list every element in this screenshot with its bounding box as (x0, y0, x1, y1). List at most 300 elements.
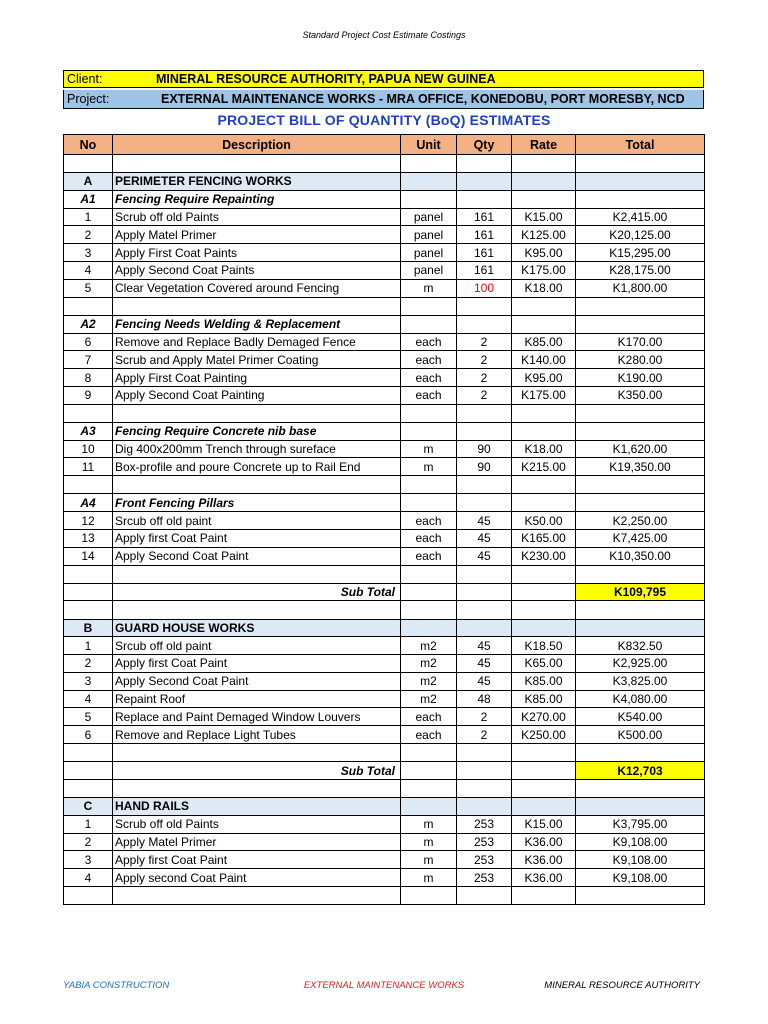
item-rate: K15.00 (512, 208, 576, 226)
item-no: 10 (64, 440, 113, 458)
blank-cell (512, 619, 576, 637)
subtotal-row (64, 762, 705, 780)
item-no: 4 (64, 690, 113, 708)
blank-cell (401, 476, 457, 494)
section-title: HAND RAILS (113, 798, 401, 816)
item-qty: 2 (457, 386, 512, 404)
table-row (64, 351, 705, 369)
item-qty: 161 (457, 244, 512, 262)
blank-cell (576, 798, 705, 816)
subtotal-label: Sub Total (113, 583, 401, 601)
blank-row (64, 476, 705, 494)
subsection-row (64, 315, 705, 333)
blank-cell (457, 315, 512, 333)
subsection-no: A3 (64, 422, 113, 440)
blank-cell (401, 887, 457, 905)
blank-cell (457, 565, 512, 583)
item-total: K190.00 (576, 369, 705, 387)
item-total: K350.00 (576, 386, 705, 404)
item-rate: K85.00 (512, 690, 576, 708)
item-no: 6 (64, 726, 113, 744)
item-description: Remove and Replace Badly Demaged Fence (113, 333, 401, 351)
blank-cell (457, 404, 512, 422)
item-unit: panel (401, 262, 457, 280)
item-qty: 2 (457, 708, 512, 726)
blank-cell (576, 404, 705, 422)
section-title: PERIMETER FENCING WORKS (113, 173, 401, 191)
item-rate: K36.00 (512, 833, 576, 851)
item-total: K9,108.00 (576, 851, 705, 869)
table-row (64, 458, 705, 476)
table-row (64, 726, 705, 744)
item-description: Apply Matel Primer (113, 226, 401, 244)
blank-cell (113, 601, 401, 619)
item-no: 8 (64, 369, 113, 387)
item-rate: K18.00 (512, 440, 576, 458)
blank-cell (113, 887, 401, 905)
blank-cell (457, 601, 512, 619)
item-qty: 253 (457, 869, 512, 887)
item-total: K2,415.00 (576, 208, 705, 226)
item-no: 5 (64, 708, 113, 726)
item-qty: 45 (457, 672, 512, 690)
item-unit: each (401, 512, 457, 530)
item-rate: K140.00 (512, 351, 576, 369)
blank-cell (64, 404, 113, 422)
col-header-unit: Unit (401, 135, 457, 155)
section-no: A (64, 173, 113, 191)
item-qty: 45 (457, 512, 512, 530)
item-description: Replace and Paint Demaged Window Louvers (113, 708, 401, 726)
item-no: 1 (64, 815, 113, 833)
item-qty: 2 (457, 351, 512, 369)
blank-cell (401, 779, 457, 797)
item-description: Remove and Replace Light Tubes (113, 726, 401, 744)
blank-cell (512, 565, 576, 583)
blank-cell (64, 779, 113, 797)
item-rate: K65.00 (512, 655, 576, 673)
footer-company: YABIA CONSTRUCTION (63, 980, 170, 991)
table-row (64, 655, 705, 673)
item-rate: K95.00 (512, 244, 576, 262)
blank-cell (64, 476, 113, 494)
item-rate: K215.00 (512, 458, 576, 476)
blank-cell (457, 887, 512, 905)
item-description: Clear Vegetation Covered around Fencing (113, 279, 401, 297)
col-header-description: Description (113, 135, 401, 155)
item-unit: panel (401, 244, 457, 262)
item-total: K1,620.00 (576, 440, 705, 458)
item-description: Apply Matel Primer (113, 833, 401, 851)
blank-cell (457, 155, 512, 173)
blank-cell (512, 779, 576, 797)
item-total: K3,795.00 (576, 815, 705, 833)
col-header-qty: Qty (457, 135, 512, 155)
blank-cell (401, 798, 457, 816)
item-total: K3,825.00 (576, 672, 705, 690)
item-qty: 161 (457, 262, 512, 280)
table-row (64, 869, 705, 887)
blank-cell (401, 190, 457, 208)
blank-cell (64, 601, 113, 619)
item-unit: each (401, 726, 457, 744)
table-row (64, 708, 705, 726)
item-total: K832.50 (576, 637, 705, 655)
item-qty: 100 (457, 279, 512, 297)
blank-cell (64, 155, 113, 173)
item-no: 4 (64, 262, 113, 280)
item-total: K1,800.00 (576, 279, 705, 297)
item-unit: m (401, 833, 457, 851)
item-description: Apply first Coat Paint (113, 851, 401, 869)
blank-cell (457, 494, 512, 512)
boq-table (63, 134, 705, 905)
blank-cell (512, 762, 576, 780)
item-rate: K175.00 (512, 386, 576, 404)
item-total: K2,925.00 (576, 655, 705, 673)
item-no: 3 (64, 851, 113, 869)
item-unit: m2 (401, 672, 457, 690)
subsection-title: Fencing Needs Welding & Replacement (113, 315, 401, 333)
blank-cell (401, 315, 457, 333)
blank-cell (64, 565, 113, 583)
blank-cell (576, 173, 705, 191)
item-unit: each (401, 547, 457, 565)
table-row (64, 386, 705, 404)
footer-client: MINERAL RESOURCE AUTHORITY (544, 980, 700, 991)
item-qty: 90 (457, 458, 512, 476)
blank-cell (512, 155, 576, 173)
item-unit: each (401, 369, 457, 387)
blank-cell (576, 422, 705, 440)
blank-row (64, 565, 705, 583)
blank-cell (401, 297, 457, 315)
blank-cell (401, 155, 457, 173)
blank-cell (576, 601, 705, 619)
item-rate: K85.00 (512, 333, 576, 351)
table-row (64, 279, 705, 297)
blank-cell (64, 297, 113, 315)
item-total: K20,125.00 (576, 226, 705, 244)
blank-cell (113, 155, 401, 173)
item-total: K28,175.00 (576, 262, 705, 280)
subtotal-label: Sub Total (113, 762, 401, 780)
project-row (63, 90, 704, 109)
item-total: K9,108.00 (576, 833, 705, 851)
item-rate: K95.00 (512, 369, 576, 387)
item-unit: each (401, 351, 457, 369)
table-row (64, 547, 705, 565)
item-no: 2 (64, 833, 113, 851)
item-no: 12 (64, 512, 113, 530)
item-rate: K270.00 (512, 708, 576, 726)
blank-cell (576, 779, 705, 797)
item-description: Apply first Coat Paint (113, 529, 401, 547)
item-no: 7 (64, 351, 113, 369)
blank-cell (401, 762, 457, 780)
subtotal-row (64, 583, 705, 601)
item-qty: 2 (457, 333, 512, 351)
blank-cell (576, 315, 705, 333)
blank-cell (512, 798, 576, 816)
blank-row (64, 887, 705, 905)
blank-cell (576, 565, 705, 583)
section-row (64, 619, 705, 637)
boq-title: PROJECT BILL OF QUANTITY (BoQ) ESTIMATES (217, 112, 551, 128)
blank-cell (113, 565, 401, 583)
item-rate: K250.00 (512, 726, 576, 744)
blank-row (64, 601, 705, 619)
blank-cell (401, 494, 457, 512)
blank-cell (576, 476, 705, 494)
blank-cell (457, 476, 512, 494)
table-row (64, 226, 705, 244)
subsection-no: A4 (64, 494, 113, 512)
item-unit: m (401, 458, 457, 476)
blank-cell (457, 583, 512, 601)
item-qty: 253 (457, 833, 512, 851)
blank-cell (457, 798, 512, 816)
item-total: K280.00 (576, 351, 705, 369)
blank-cell (512, 315, 576, 333)
item-no: 1 (64, 208, 113, 226)
blank-cell (512, 173, 576, 191)
item-unit: m2 (401, 655, 457, 673)
blank-cell (512, 887, 576, 905)
section-row (64, 173, 705, 191)
item-qty: 2 (457, 726, 512, 744)
section-title: GUARD HOUSE WORKS (113, 619, 401, 637)
project-value: EXTERNAL MAINTENANCE WORKS - MRA OFFICE, KONEDOBU, PORT MORESBY, NCD (161, 92, 685, 106)
item-qty: 253 (457, 815, 512, 833)
blank-cell (457, 422, 512, 440)
blank-cell (512, 190, 576, 208)
item-rate: K165.00 (512, 529, 576, 547)
blank-cell (576, 494, 705, 512)
item-qty: 90 (457, 440, 512, 458)
section-no: C (64, 798, 113, 816)
blank-cell (512, 476, 576, 494)
table-row (64, 833, 705, 851)
item-description: Scrub and Apply Matel Primer Coating (113, 351, 401, 369)
item-rate: K36.00 (512, 851, 576, 869)
item-description: Apply first Coat Paint (113, 655, 401, 673)
item-unit: each (401, 333, 457, 351)
item-rate: K18.00 (512, 279, 576, 297)
item-rate: K230.00 (512, 547, 576, 565)
blank-cell (457, 190, 512, 208)
item-description: Dig 400x200mm Trench through sureface (113, 440, 401, 458)
blank-cell (576, 155, 705, 173)
item-total: K4,080.00 (576, 690, 705, 708)
blank-cell (113, 744, 401, 762)
blank-row (64, 404, 705, 422)
col-header-rate: Rate (512, 135, 576, 155)
item-qty: 45 (457, 529, 512, 547)
table-body (64, 155, 705, 905)
subtotal-value: K109,795 (576, 583, 705, 601)
blank-row (64, 155, 705, 173)
blank-row (64, 297, 705, 315)
blank-cell (401, 619, 457, 637)
blank-cell (401, 173, 457, 191)
item-rate: K85.00 (512, 672, 576, 690)
blank-cell (457, 297, 512, 315)
item-unit: each (401, 386, 457, 404)
blank-cell (576, 744, 705, 762)
item-description: Repaint Roof (113, 690, 401, 708)
subsection-title: Front Fencing Pillars (113, 494, 401, 512)
table-row (64, 208, 705, 226)
page-header: Standard Project Cost Estimate Costings (302, 30, 466, 40)
blank-cell (64, 583, 113, 601)
blank-cell (401, 744, 457, 762)
blank-cell (457, 173, 512, 191)
client-value: MINERAL RESOURCE AUTHORITY, PAPUA NEW GUINEA (156, 72, 496, 86)
item-description: Scrub off old Paints (113, 208, 401, 226)
item-no: 3 (64, 244, 113, 262)
item-no: 5 (64, 279, 113, 297)
item-unit: m2 (401, 690, 457, 708)
blank-cell (512, 422, 576, 440)
item-total: K9,108.00 (576, 869, 705, 887)
item-no: 14 (64, 547, 113, 565)
item-description: Srcub off old paint (113, 637, 401, 655)
blank-cell (113, 476, 401, 494)
col-header-total: Total (576, 135, 705, 155)
item-unit: panel (401, 208, 457, 226)
blank-cell (113, 404, 401, 422)
subtotal-value: K12,703 (576, 762, 705, 780)
blank-cell (576, 190, 705, 208)
blank-cell (576, 619, 705, 637)
item-unit: m2 (401, 637, 457, 655)
section-row (64, 798, 705, 816)
client-label: Client: (67, 72, 103, 86)
subsection-row (64, 494, 705, 512)
project-label: Project: (67, 92, 110, 106)
blank-cell (401, 583, 457, 601)
item-description: Box-profile and poure Concrete up to Rail End (113, 458, 401, 476)
client-row (63, 70, 704, 88)
item-description: Scrub off old Paints (113, 815, 401, 833)
item-description: Srcub off old paint (113, 512, 401, 530)
table-row (64, 690, 705, 708)
item-description: Apply Second Coat Paint (113, 672, 401, 690)
item-qty: 45 (457, 637, 512, 655)
item-description: Apply First Coat Painting (113, 369, 401, 387)
blank-cell (64, 762, 113, 780)
blank-cell (113, 779, 401, 797)
item-no: 11 (64, 458, 113, 476)
blank-row (64, 779, 705, 797)
item-qty: 2 (457, 369, 512, 387)
item-rate: K125.00 (512, 226, 576, 244)
blank-cell (113, 297, 401, 315)
item-unit: m (401, 440, 457, 458)
table-row (64, 244, 705, 262)
item-unit: m (401, 851, 457, 869)
blank-cell (512, 297, 576, 315)
item-description: Apply Second Coat Paints (113, 262, 401, 280)
item-description: Apply Second Coat Painting (113, 386, 401, 404)
table-row (64, 851, 705, 869)
blank-cell (576, 887, 705, 905)
blank-cell (512, 494, 576, 512)
item-rate: K175.00 (512, 262, 576, 280)
blank-cell (64, 887, 113, 905)
item-qty: 45 (457, 655, 512, 673)
item-rate: K36.00 (512, 869, 576, 887)
item-unit: m (401, 869, 457, 887)
item-unit: each (401, 529, 457, 547)
table-row (64, 440, 705, 458)
item-qty: 253 (457, 851, 512, 869)
item-no: 6 (64, 333, 113, 351)
item-total: K7,425.00 (576, 529, 705, 547)
blank-cell (457, 762, 512, 780)
item-no: 13 (64, 529, 113, 547)
item-rate: K18.50 (512, 637, 576, 655)
col-header-no: No (64, 135, 113, 155)
item-qty: 45 (457, 547, 512, 565)
subsection-row (64, 422, 705, 440)
blank-cell (512, 404, 576, 422)
table-row (64, 815, 705, 833)
section-no: B (64, 619, 113, 637)
item-qty: 161 (457, 208, 512, 226)
item-no: 3 (64, 672, 113, 690)
subsection-no: A2 (64, 315, 113, 333)
subsection-title: Fencing Require Repainting (113, 190, 401, 208)
item-no: 9 (64, 386, 113, 404)
blank-cell (401, 601, 457, 619)
table-header-row (64, 135, 705, 155)
table-row (64, 262, 705, 280)
blank-cell (576, 297, 705, 315)
item-unit: m (401, 279, 457, 297)
item-rate: K15.00 (512, 815, 576, 833)
item-no: 1 (64, 637, 113, 655)
item-total: K2,250.00 (576, 512, 705, 530)
item-total: K19,350.00 (576, 458, 705, 476)
item-qty: 161 (457, 226, 512, 244)
blank-row (64, 744, 705, 762)
item-description: Apply First Coat Paints (113, 244, 401, 262)
blank-cell (512, 601, 576, 619)
item-description: Apply Second Coat Paint (113, 547, 401, 565)
blank-cell (512, 583, 576, 601)
blank-cell (512, 744, 576, 762)
blank-cell (457, 619, 512, 637)
item-total: K540.00 (576, 708, 705, 726)
item-total: K10,350.00 (576, 547, 705, 565)
item-no: 2 (64, 655, 113, 673)
table-row (64, 333, 705, 351)
blank-cell (401, 422, 457, 440)
blank-cell (401, 404, 457, 422)
item-qty: 48 (457, 690, 512, 708)
blank-cell (401, 565, 457, 583)
item-total: K170.00 (576, 333, 705, 351)
item-unit: m (401, 815, 457, 833)
table-row (64, 529, 705, 547)
table-row (64, 512, 705, 530)
item-no: 2 (64, 226, 113, 244)
item-unit: each (401, 708, 457, 726)
blank-cell (457, 744, 512, 762)
table-row (64, 672, 705, 690)
